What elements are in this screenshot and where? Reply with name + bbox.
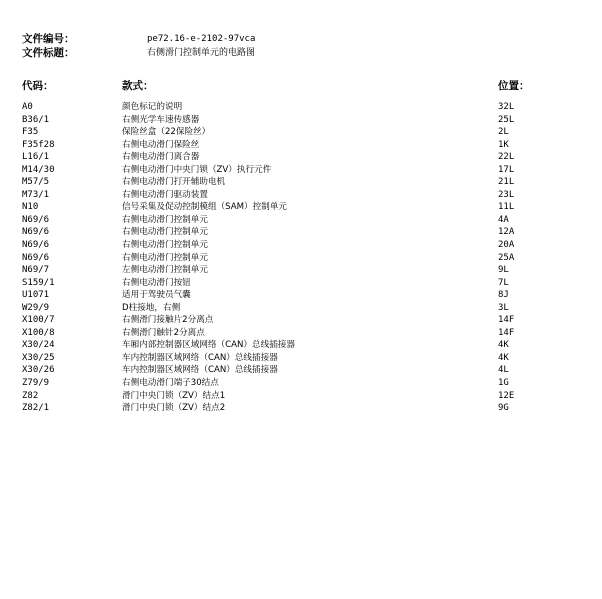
component-description: 滑门中央门锁（ZV）结点1	[122, 390, 226, 401]
component-description: 右侧电动滑门控制单元	[122, 240, 208, 251]
component-description: 车厢内部控制器区域网络（CAN）总线插接器	[122, 340, 295, 351]
table-row	[0, 402, 602, 415]
component-position: 21L	[498, 177, 515, 188]
file-title-label: 文件标题：	[22, 47, 75, 59]
table-row	[0, 226, 602, 239]
component-description: 右侧滑门触针2分离点	[122, 327, 205, 338]
component-description: 右侧光学车速传感器	[122, 114, 200, 125]
component-description: 保险丝盒（22保险丝）	[122, 127, 211, 138]
table-row	[0, 101, 602, 114]
component-position: 11L	[498, 202, 515, 213]
component-description: 适用于驾驶员气囊	[122, 290, 191, 301]
component-description: 右侧电动滑门控制单元	[122, 252, 208, 263]
component-code: S159/1	[22, 277, 55, 288]
component-description: 左侧电动滑门控制单元	[122, 265, 208, 276]
component-code: N69/7	[22, 265, 50, 276]
component-description: 右侧电动滑门按钮	[122, 277, 191, 288]
component-description: 右侧电动滑门打开辅助电机	[122, 177, 226, 188]
header-position: 位置：	[498, 80, 530, 92]
table-row	[0, 327, 602, 340]
table-row	[0, 201, 602, 214]
table-row	[0, 164, 602, 177]
component-position: 14F	[498, 327, 515, 338]
component-code: F35f28	[22, 139, 55, 150]
component-code: N10	[22, 202, 39, 213]
component-code: Z79/9	[22, 378, 50, 389]
component-position: 4K	[498, 340, 509, 351]
table-row	[0, 289, 602, 302]
table-row	[0, 390, 602, 403]
component-description: 车内控制器区域网络（CAN）总线插接器	[122, 352, 278, 363]
table-row	[0, 214, 602, 227]
component-description: 滑门中央门锁（ZV）结点2	[122, 403, 226, 414]
component-position: 12E	[498, 390, 515, 401]
component-position: 20A	[498, 240, 515, 251]
component-position: 4K	[498, 352, 509, 363]
component-position: 14F	[498, 315, 515, 326]
table-row	[0, 302, 602, 315]
table-row	[0, 189, 602, 202]
component-code: N69/6	[22, 214, 50, 225]
header-style: 款式：	[122, 80, 154, 92]
component-code: X100/7	[22, 315, 55, 326]
component-description: 颜色标记的说明	[122, 102, 183, 112]
table-row	[0, 114, 602, 127]
component-position: 23L	[498, 189, 515, 200]
component-position: 17L	[498, 164, 515, 175]
component-position: 25A	[498, 252, 515, 263]
component-position: 4A	[498, 214, 509, 225]
component-description: 车内控制器区域网络（CAN）总线插接器	[122, 365, 278, 376]
component-position: 2L	[498, 127, 509, 138]
table-row	[0, 314, 602, 327]
file-number-value: pe72.16-e-2102-97vca	[147, 34, 256, 44]
component-position: 1K	[498, 139, 509, 150]
component-code: Z82/1	[22, 403, 50, 414]
component-description: D柱接地，右侧	[122, 302, 181, 313]
component-description: 右侧电动滑门中央门锁（ZV）执行元件	[122, 164, 272, 175]
component-code: M73/1	[22, 189, 50, 200]
table-row	[0, 277, 602, 290]
component-code: F35	[22, 127, 39, 138]
component-code: X30/24	[22, 340, 55, 351]
component-code: Z82	[22, 390, 39, 401]
component-position: 25L	[498, 114, 515, 125]
component-position: 4L	[498, 365, 509, 376]
table-row	[0, 126, 602, 139]
component-description: 右侧电动滑门驱动装置	[122, 189, 208, 200]
component-code: X30/26	[22, 365, 55, 376]
table-row	[0, 176, 602, 189]
component-position: 9G	[498, 403, 509, 414]
table-row	[0, 339, 602, 352]
header-code: 代码：	[22, 80, 54, 92]
component-description: 右侧电动滑门离合器	[122, 152, 200, 163]
table-row	[0, 252, 602, 265]
component-position: 8J	[498, 290, 509, 301]
component-code: B36/1	[22, 114, 50, 125]
component-description: 右侧电动滑门保险丝	[122, 139, 200, 150]
component-description: 右侧电动滑门端子30结点	[122, 378, 219, 389]
component-description: 右侧滑门接触片2分离点	[122, 315, 214, 326]
component-list	[0, 101, 602, 415]
component-position: 3L	[498, 302, 509, 313]
component-position: 32L	[498, 102, 515, 112]
component-description: 右侧电动滑门控制单元	[122, 227, 208, 238]
component-position: 1G	[498, 378, 509, 389]
table-row	[0, 364, 602, 377]
table-row	[0, 352, 602, 365]
component-code: X30/25	[22, 352, 55, 363]
table-row	[0, 264, 602, 277]
component-description: 右侧电动滑门控制单元	[122, 214, 208, 225]
component-position: 12A	[498, 227, 515, 238]
component-code: U1071	[22, 290, 50, 301]
component-code: N69/6	[22, 240, 50, 251]
table-row	[0, 139, 602, 152]
component-position: 7L	[498, 277, 509, 288]
file-title-value: 右侧滑门控制单元的电路图	[147, 48, 256, 58]
component-code: M14/30	[22, 164, 55, 175]
table-row	[0, 377, 602, 390]
component-code: M57/5	[22, 177, 50, 188]
component-code: N69/6	[22, 252, 50, 263]
component-code: L16/1	[22, 152, 50, 163]
component-position: 22L	[498, 152, 515, 163]
component-code: W29/9	[22, 302, 50, 313]
component-description: 信号采集及促动控制模组（SAM）控制单元	[122, 202, 288, 213]
table-row	[0, 151, 602, 164]
component-code: A0	[22, 102, 33, 112]
component-position: 9L	[498, 265, 509, 276]
component-code: X100/8	[22, 327, 55, 338]
file-number-label: 文件编号：	[22, 33, 75, 45]
component-code: N69/6	[22, 227, 50, 238]
table-row	[0, 239, 602, 252]
